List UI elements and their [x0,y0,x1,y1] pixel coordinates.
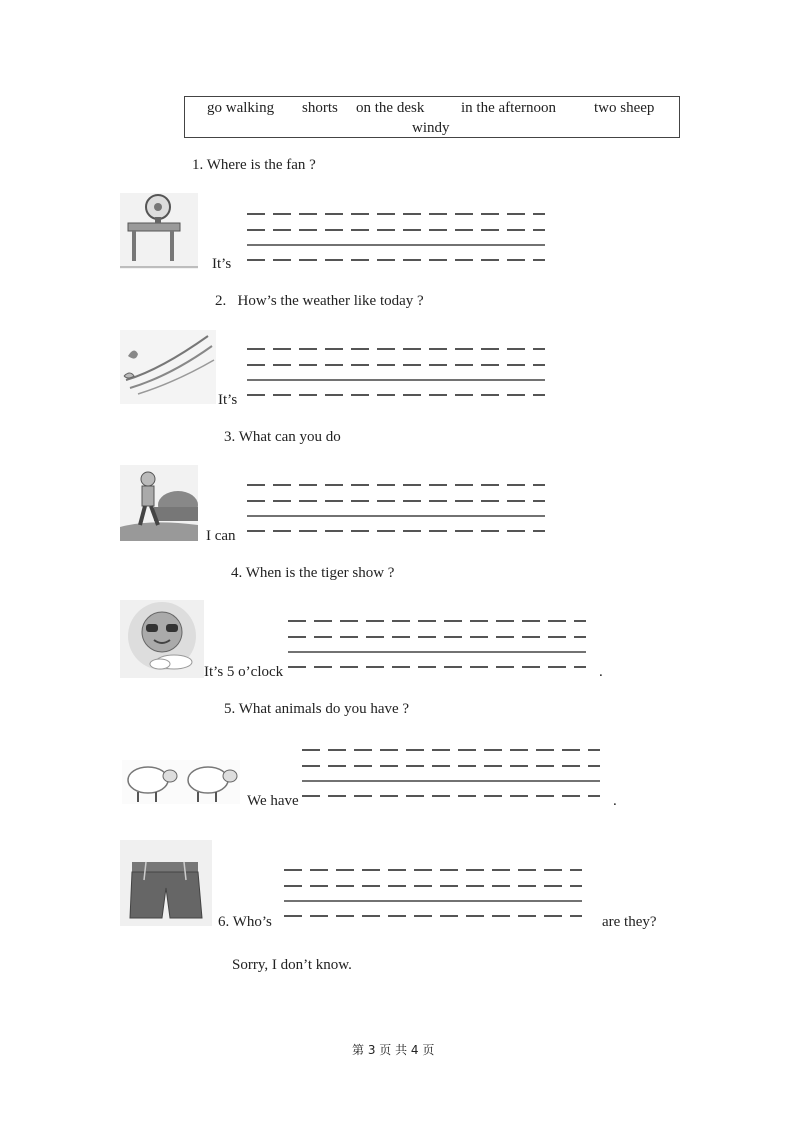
answer-1-prefix: It’s [212,256,232,272]
word-bank-item: two sheep [594,100,655,116]
two-sheep-icon [122,760,240,804]
answer-2-prefix: It’s [218,392,238,408]
shorts-icon [120,840,212,926]
word-bank-item: shorts [302,100,338,116]
question-4-text: 4. When is the tiger show ? [231,565,395,581]
answer-4-suffix: . [599,664,603,680]
answer-5-suffix: . [613,793,617,809]
sun-with-sunglasses-icon [120,600,204,678]
question-3-text: 3. What can you do [224,429,341,445]
wind-icon [120,330,216,404]
word-bank-box [184,96,680,138]
answer-6-suffix: are they? [602,914,657,930]
writing-lines[interactable] [245,343,549,401]
man-walking-icon [120,465,198,541]
answer-6-prefix: 6. Who’s [218,914,272,930]
word-bank-item: on the desk [356,100,425,116]
word-bank-item: go walking [207,100,275,116]
word-bank-item: in the afternoon [461,100,556,116]
writing-lines[interactable] [245,479,549,537]
writing-lines[interactable] [245,208,549,266]
answer-4-prefix: It’s 5 o’clock [204,664,284,680]
word-bank-item: windy [412,120,450,136]
question-1-text: 1. Where is the fan ? [192,157,316,173]
answer-3-prefix: I can [206,528,236,544]
answer-6-response: Sorry, I don’t know. [232,957,352,973]
page-footer: 第 3 页 共 4 页 [352,1043,435,1057]
question-2-text: 2. How’s the weather like today ? [215,293,424,309]
writing-lines[interactable] [286,615,590,673]
writing-lines[interactable] [282,864,586,922]
fan-on-desk-icon [120,193,198,269]
question-5-text: 5. What animals do you have ? [224,701,410,717]
writing-lines[interactable] [300,744,604,802]
answer-5-prefix: We have [247,793,299,809]
